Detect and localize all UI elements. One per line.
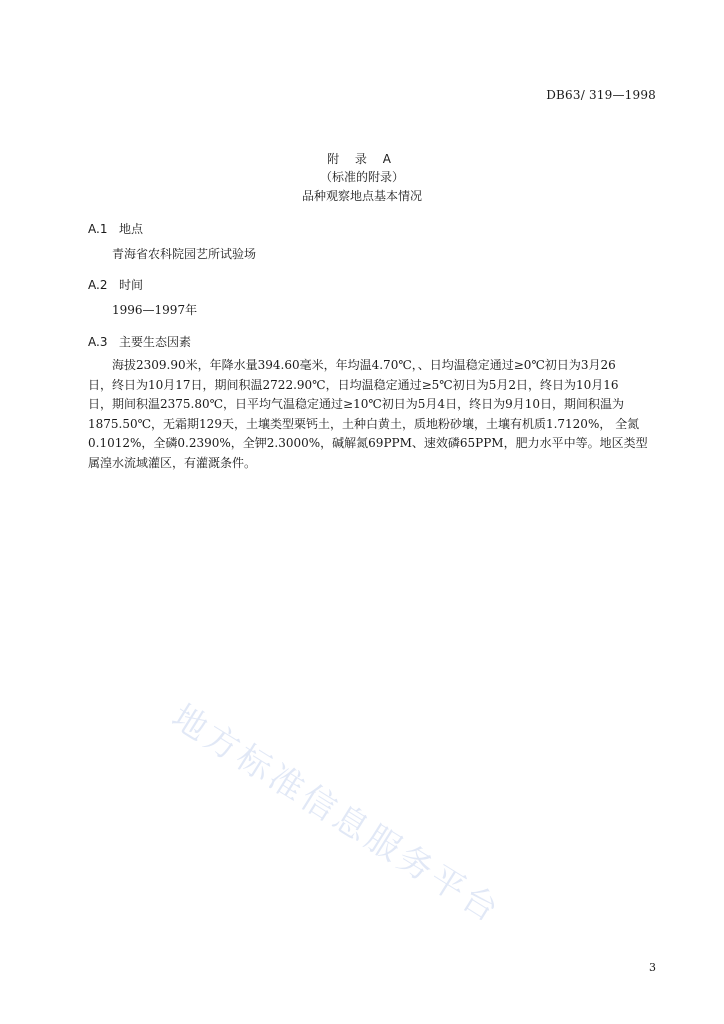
- watermark: 地方标准信息服务平台: [164, 696, 509, 933]
- body-line: 属湟水流域灌区，有灌溉条件。: [88, 455, 257, 470]
- section-title: 时间: [119, 278, 144, 292]
- section-heading-a2: [88, 276, 143, 293]
- body-line: 日，期间积温2375.80℃，日平均气温稳定通过≥10℃初日为5月4日，终日为9月10日，期间积温为: [88, 397, 624, 411]
- section-number: A.1: [88, 222, 108, 236]
- section-body-a3: [88, 356, 648, 473]
- body-line: 日，终日为10月17日，期间积温2722.90℃，日均温稳定通过≥5℃初日为5月2日，终日为10月16: [88, 377, 619, 392]
- section-heading-a1: [88, 220, 143, 237]
- appendix-title: 附 录 A: [327, 152, 397, 166]
- section-title: 主要生态因素: [119, 335, 192, 349]
- section-title: 地点: [119, 222, 144, 236]
- appendix-type: （标准的附录）: [319, 170, 404, 184]
- section-heading-a3: [88, 333, 191, 350]
- standard-code: DB63/ 319—1998: [546, 88, 656, 102]
- body-line: 1875.50℃，无霜期129天，土壤类型栗钙土，土种白黄土，质地粉砂壤，土壤有机质1.7120%， 全氮: [88, 416, 640, 431]
- section-body-a1: 青海省农科院园艺所试验场: [112, 247, 257, 261]
- body-line: 海拔2309.90米，年降水量394.60毫米，年均温4.70℃，、日均温稳定通过≥0℃初日为3月26: [112, 358, 616, 372]
- section-number: A.3: [88, 335, 108, 349]
- body-line: 0.1012%，全磷0.2390%，全钾2.3000%，碱解氮69PPM、速效磷65PPM，肥力水平中等。地区类型: [88, 436, 648, 450]
- section-body-a2: 1996—1997年: [112, 303, 198, 317]
- appendix-name: 品种观察地点基本情况: [301, 189, 422, 203]
- section-number: A.2: [88, 278, 108, 292]
- page-number: 3: [649, 961, 656, 974]
